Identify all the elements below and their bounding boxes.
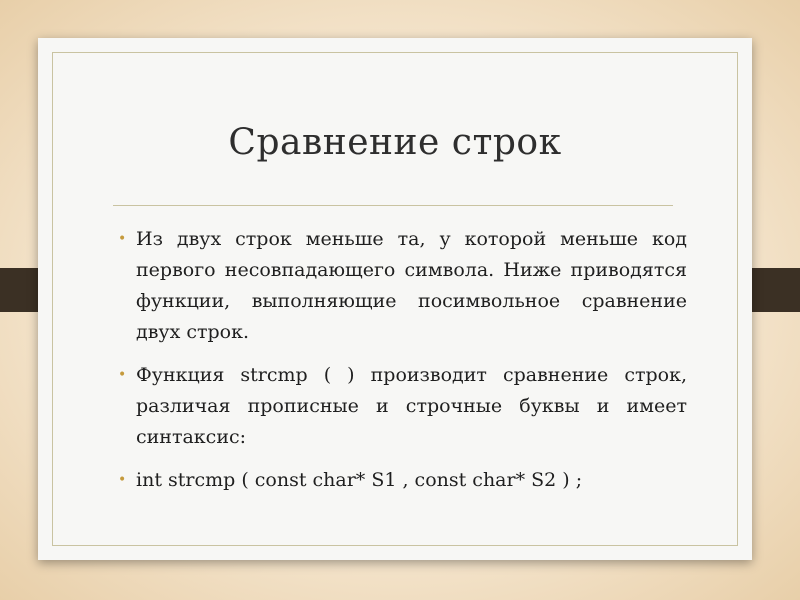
bullet-text: Функция strcmp ( ) производит сравнение строк, различая прописные и строчные буквы и имеет синтаксис: xyxy=(136,364,687,448)
bullet-item xyxy=(120,360,687,453)
bullet-item xyxy=(120,465,687,496)
bullet-dot-icon: • xyxy=(118,367,127,383)
bullet-dot-icon: • xyxy=(118,472,127,488)
bullet-item xyxy=(120,224,687,348)
bullet-list xyxy=(120,224,687,508)
slide-card xyxy=(38,38,752,560)
title-divider xyxy=(113,205,673,206)
bullet-dot-icon: • xyxy=(118,231,127,247)
bullet-text: Из двух строк меньше та, у которой меньше код первого несовпадающего символа. Ниже приводятся функции, выполняющие посимвольное сравнение двух строк. xyxy=(136,228,687,343)
slide-title: Сравнение строк xyxy=(228,122,562,163)
bullet-text: int strcmp ( const char* S1 , const char* S2 ) ; xyxy=(136,469,583,491)
